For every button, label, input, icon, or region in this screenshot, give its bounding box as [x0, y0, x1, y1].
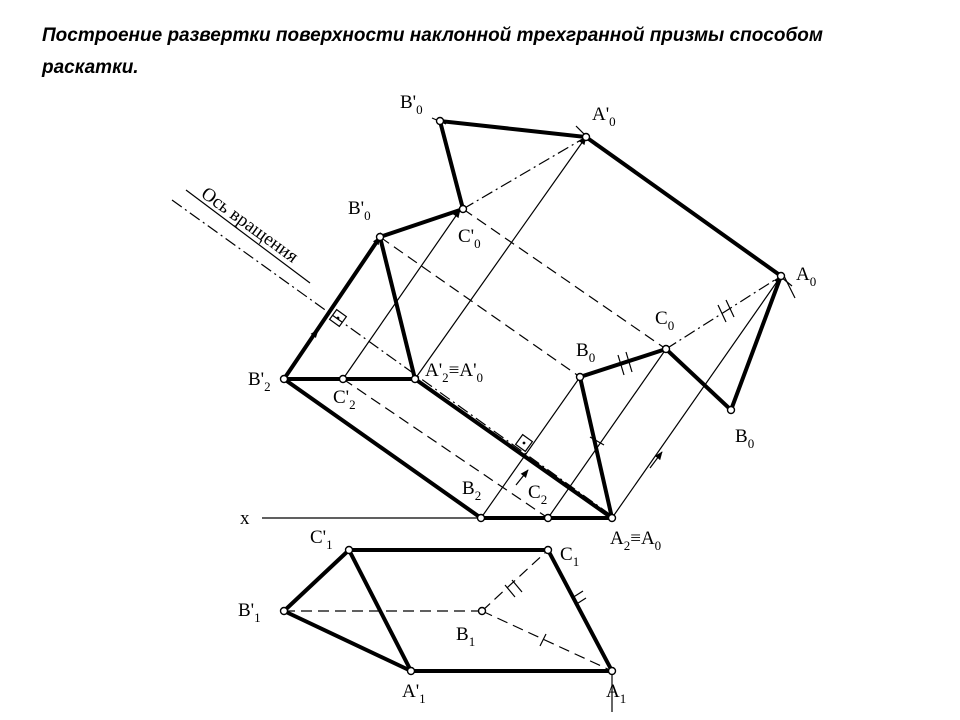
label-a2: $A_2\equiv A_0$ — [610, 528, 662, 553]
label-b2p: $B'_2$ — [248, 369, 271, 394]
label-b0-lower: $B_0$ — [735, 426, 755, 451]
label-a0p-top: $A'_0$ — [592, 104, 616, 129]
rotation-axis-line — [172, 200, 615, 518]
equality-ticks — [432, 118, 795, 445]
horizontal-projection — [284, 550, 612, 712]
label-a2p: $A'_2\equiv A'_0$ — [425, 360, 484, 385]
x-axis-label: x — [240, 508, 250, 529]
label-b2: $B_2$ — [462, 478, 482, 503]
label-b0p-mid: $B'_0$ — [348, 198, 371, 223]
page-title: Построение развертки поверхности наклонной трехгранной призмы способом раскатки. — [42, 25, 823, 78]
label-a1p: $A'_1$ — [402, 681, 426, 706]
label-c2: $C_2$ — [528, 482, 548, 507]
label-b0-upper: $B_0$ — [576, 340, 596, 365]
label-b0p-top: $B'_0$ — [400, 92, 423, 117]
label-c1p: $C'_1$ — [310, 527, 333, 552]
label-c2p: $C'_2$ — [333, 387, 356, 412]
label-a1: $A_1$ — [606, 681, 627, 706]
label-b1p: $B'_1$ — [238, 600, 261, 625]
label-c0: $C_0$ — [655, 308, 675, 333]
label-a0: $A_0$ — [796, 264, 817, 289]
label-c0p: $C'_0$ — [458, 226, 481, 251]
rotation-axis-label: Ось вращения — [197, 183, 303, 268]
label-b1: $B_1$ — [456, 624, 476, 649]
label-c1: $C_1$ — [560, 544, 580, 569]
